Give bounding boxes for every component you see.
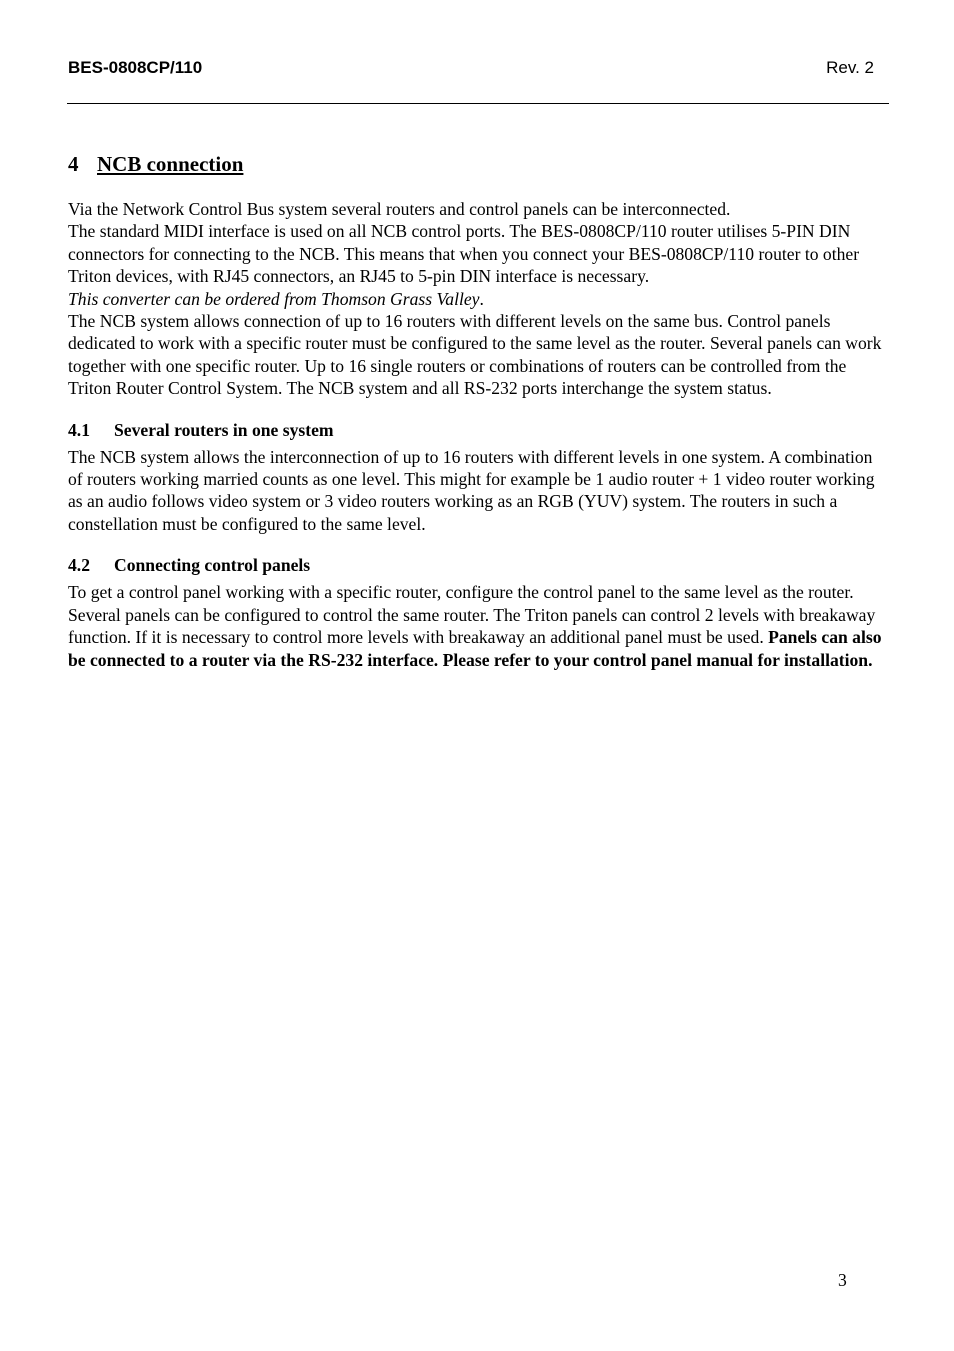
- italic-note: This converter can be ordered from Thomson Grass Valley: [68, 288, 480, 309]
- subsection-heading: [68, 554, 888, 576]
- page-number: 3: [838, 1270, 847, 1290]
- paragraph: [68, 288, 888, 310]
- bold-note: Panels can also be connected to a router via the RS-232 interface. Please refer to your control panel manual for installation.: [68, 627, 882, 670]
- document-id: BES-0808CP/110: [68, 58, 203, 77]
- section-heading: [68, 150, 888, 178]
- paragraph: [68, 581, 888, 671]
- section-number: 4: [68, 152, 79, 176]
- subsection-number: 4.1: [68, 419, 90, 440]
- paragraph: Via the Network Control Bus system several routers and control panels can be interconnected.: [68, 199, 731, 219]
- revision-label: Rev. 2: [826, 58, 874, 77]
- header-divider: [67, 103, 889, 104]
- paragraph-text: To get a control panel working with a specific router, configure the control panel to the same level as the router. Several panels can be configured to control the same router. The Triton panels can control 2 levels with breakaway function. If it is necessary to control more levels with breakaway an additional panel must be used.: [68, 582, 876, 648]
- page-body: [68, 150, 888, 671]
- paragraph: The NCB system allows the interconnection of up to 16 routers with different levels in one system. A combination of routers working married counts as one level. This might for example be 1 audio router + 1 video router working as an audio follows video system or 3 video routers working as an RGB (YUV) system. The routers in such a constellation must be configured to the same level.: [68, 446, 875, 534]
- paragraph: The standard MIDI interface is used on all NCB control ports. The BES-0808CP/110 router utilises 5-PIN DIN connectors for connecting to the NCB. This means that when you connect your BES-0808CP/110 router to other Triton devices, with RJ45 connectors, an RJ45 to 5-pin DIN interface is necessary.: [68, 221, 860, 287]
- subsection-heading: [68, 419, 888, 441]
- subsection-title: Several routers in one system: [114, 419, 334, 440]
- subsection-title: Connecting control panels: [114, 555, 311, 576]
- note-period: .: [479, 288, 484, 309]
- section-title: NCB connection: [97, 152, 244, 176]
- subsection-number: 4.2: [68, 555, 90, 576]
- paragraph: The NCB system allows connection of up to 16 routers with different levels on the same bus. Control panels dedicated to work with a specific router must be configured to the same level as the router. Several panels can work together with one specific router. Up to 16 single routers or combinations of routers can be controlled from the Triton Router Control System. The NCB system and all RS-232 ports interchange the system status.: [68, 311, 882, 399]
- page-header: [68, 58, 874, 82]
